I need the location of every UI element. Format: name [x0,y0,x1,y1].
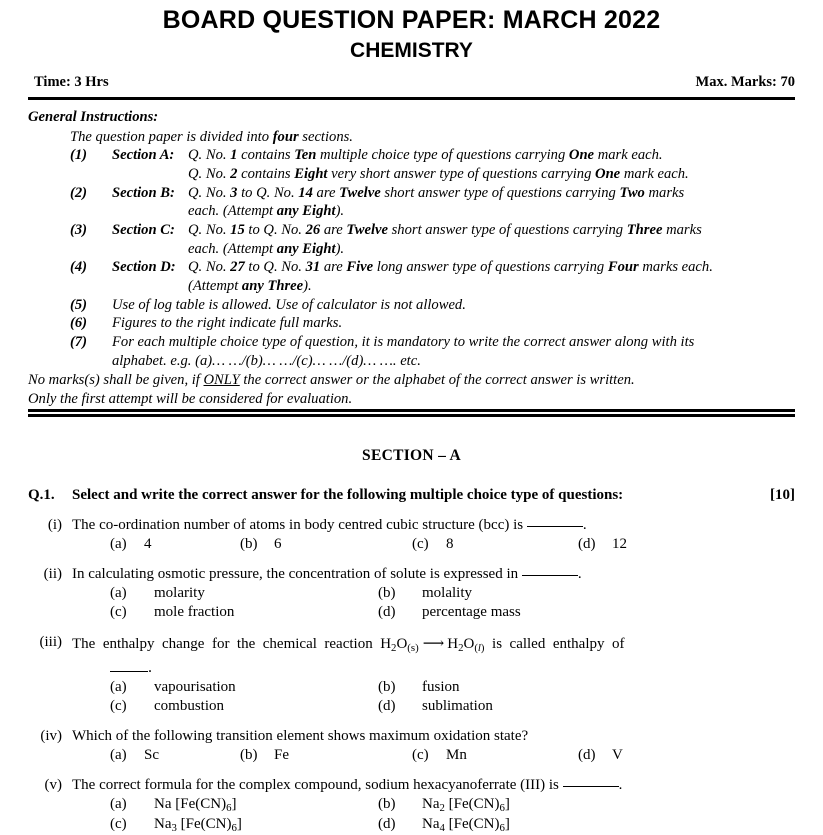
question-1-block [28,487,795,834]
instruction-item [70,258,795,295]
option-d[interactable] [378,698,795,715]
section-heading: SECTION – A [362,446,461,464]
option-key: (a) [110,746,127,763]
instruction-body [112,184,795,221]
only-emphasis: ONLY [203,372,240,389]
subquestion-stem: In calculating osmotic pressure, the concentration of solute is expressed in . [72,565,582,582]
subquestion-stem-row [28,517,795,534]
instruction-text: Q. No. 27 to Q. No. 31 are Five long answer type of questions carrying Four marks each. [188,259,713,276]
exam-max-marks: Max. Marks: 70 [695,74,795,91]
option-c[interactable] [412,747,578,764]
instruction-text: For each multiple choice type of question, it is mandatory to write the correct answer along with its [112,334,695,351]
instruction-number: (1) [70,147,88,164]
option-value: mole fraction [154,603,235,620]
option-key: (b) [240,535,258,552]
instruction-text: Q. No. 15 to Q. No. 26 are Twelve short answer type of questions carrying Three marks [188,222,702,239]
answer-blank [110,671,148,672]
instructions-footer-line-1: No marks(s) shall be given, if ONLY the correct answer or the alphabet of the correct answer is written. [28,372,635,389]
question-instruction: Select and write the correct answer for the following multiple choice type of questions: [72,486,624,503]
option-key: (c) [110,603,127,620]
instruction-body [112,258,795,295]
subquestion-stem: The enthalpy change for the chemical reaction $H_2O_{(s)}$ ⟶ $H_2O_{(l)}$ is called enthalpy of [72,635,625,654]
option-key: (d) [378,697,396,714]
option-b[interactable] [240,747,412,764]
instructions-footer-line-2: Only the first attempt will be considered for evaluation. [28,391,353,408]
instructions-divider [28,409,795,417]
option-b[interactable] [378,585,795,602]
option-value: combustion [154,697,224,714]
option-d[interactable] [578,536,795,553]
instruction-item [70,221,795,258]
instruction-text: Figures to the right indicate full marks. [112,315,343,332]
option-key: (d) [378,603,396,620]
instruction-continuation: (Attempt any Three). [188,278,312,295]
subquestion-stem-row [28,566,795,583]
option-key: (c) [412,746,429,763]
subject-title: CHEMISTRY [350,38,473,62]
option-a[interactable] [110,747,240,764]
option-d[interactable] [378,604,795,621]
instruction-section-label: Section D: [112,259,176,276]
option-value: 12 [612,535,627,552]
instruction-text: Q. No. 3 to Q. No. 14 are Twelve short answer type of questions carrying Two marks [188,184,685,201]
option-key: (b) [378,584,396,601]
answer-blank [527,526,583,527]
subquestion-number: (iv) [40,727,62,744]
instruction-body [112,333,795,370]
instruction-continuation: each. (Attempt any Eight). [188,203,345,220]
general-instructions [28,108,795,409]
option-key: (a) [110,584,127,601]
subquestion-number: (iii) [39,633,62,650]
subquestion-options [110,796,795,834]
option-value: percentage mass [422,603,521,620]
option-value: Sc [144,746,159,763]
subquestion-v [28,777,795,834]
instruction-section-label: Section A: [112,147,175,164]
question-marks: [10] [770,486,795,503]
option-value: 6 [274,535,282,552]
instruction-text: Q. No. 1 contains Ten multiple choice type of questions carrying One mark each. [188,147,663,164]
subquestion-i [28,517,795,553]
option-key: (d) [378,815,396,832]
option-value: V [612,746,623,763]
option-b[interactable] [378,796,795,814]
subquestion-stem-row [28,777,795,794]
instruction-continuation: Q. No. 2 contains Eight very short answer type of questions carrying One mark each. [188,166,689,183]
header-divider [28,97,795,100]
masthead [0,0,823,64]
option-key: (d) [578,746,596,763]
option-c[interactable] [110,698,378,715]
option-b[interactable] [240,536,412,553]
option-value: Mn [446,746,467,763]
option-key: (b) [378,795,396,812]
option-key: (b) [240,746,258,763]
reaction-arrow-icon: ⟶ [422,635,444,652]
option-key: (c) [110,697,127,714]
option-c[interactable] [110,604,378,621]
subquestion-stem: Which of the following transition element shows maximum oxidation state? [72,727,529,744]
instruction-item [70,296,795,315]
formula-reactant: $H_2O_{(s)}$ [380,635,419,654]
option-c[interactable] [412,536,578,553]
subquestion-iii [28,634,795,715]
instruction-item [70,333,795,370]
instruction-item [70,314,795,333]
instructions-footer [28,371,795,408]
option-a[interactable] [110,679,378,696]
formula-product: $H_2O_{(l)}$ [447,635,485,654]
exam-meta-row [34,74,795,91]
option-value: $Na_3$ $[Fe(CN)_6]$ [154,815,242,834]
subquestion-options [110,679,795,715]
option-key: (c) [110,815,127,832]
option-value: molarity [154,584,205,601]
answer-blank-row: . [110,659,795,677]
option-value: 4 [144,535,152,552]
instruction-section-label: Section B: [112,184,175,201]
subquestion-number: (i) [47,516,62,533]
instruction-number: (5) [70,296,88,313]
option-a[interactable] [110,536,240,553]
instruction-section-label: Section C: [112,222,175,239]
subquestion-options [110,747,795,764]
option-key: (a) [110,535,127,552]
subquestion-stem: The co-ordination number of atoms in body centred cubic structure (bcc) is . [72,516,587,533]
subquestion-options [110,585,795,621]
instruction-text: Use of log table is allowed. Use of calculator is not allowed. [112,296,466,313]
instruction-item [70,146,795,183]
option-key: (d) [578,535,596,552]
option-value: Na $[Fe(CN)_6]$ [154,795,237,814]
instruction-continuation: alphabet. e.g. (a)… …/(b)… …/(c)… …/(d)… …. etc. [112,352,421,369]
instruction-number: (4) [70,259,88,276]
instruction-body [112,221,795,258]
option-value: $Na_4$ $[Fe(CN)_6]$ [422,815,510,834]
option-b[interactable] [378,679,795,696]
subquestion-ii [28,566,795,621]
subquestion-iv [28,728,795,764]
question-number: Q.1. [28,486,55,503]
instructions-heading: General Instructions: [28,109,159,126]
subquestion-options [110,536,795,553]
instruction-number: (6) [70,315,88,332]
question-1-header [28,487,795,504]
instruction-continuation: each. (Attempt any Eight). [188,240,345,257]
answer-blank [563,786,619,787]
exam-duration: Time: 3 Hrs [34,74,109,91]
option-value: Fe [274,746,289,763]
subquestion-stem-row [28,634,795,654]
option-d[interactable] [578,747,795,764]
subquestion-stem-row [28,728,795,745]
instruction-number: (7) [70,334,88,351]
subquestion-number: (v) [44,776,62,793]
instructions-lead: The question paper is divided into four sections. [70,128,353,145]
option-key: (a) [110,795,127,812]
option-c[interactable] [110,816,378,834]
option-d[interactable] [378,816,795,834]
instruction-number: (2) [70,184,88,201]
instruction-number: (3) [70,222,88,239]
option-value: $Na_2$ $[Fe(CN)_6]$ [422,795,510,814]
subquestion-number: (ii) [43,565,62,582]
option-value: vapourisation [154,678,236,695]
option-value: fusion [422,678,460,695]
option-a[interactable] [110,585,378,602]
option-key: (b) [378,678,396,695]
answer-blank [522,575,578,576]
option-key: (a) [110,678,127,695]
option-value: molality [422,584,472,601]
subquestion-stem: The correct formula for the complex compound, sodium hexacyanoferrate (III) is . [72,776,623,793]
instruction-body [112,146,795,183]
page-title: BOARD QUESTION PAPER: MARCH 2022 [162,6,661,34]
option-key: (c) [412,535,429,552]
option-value: sublimation [422,697,493,714]
instruction-item [70,184,795,221]
option-a[interactable] [110,796,378,814]
option-value: 8 [446,535,454,552]
